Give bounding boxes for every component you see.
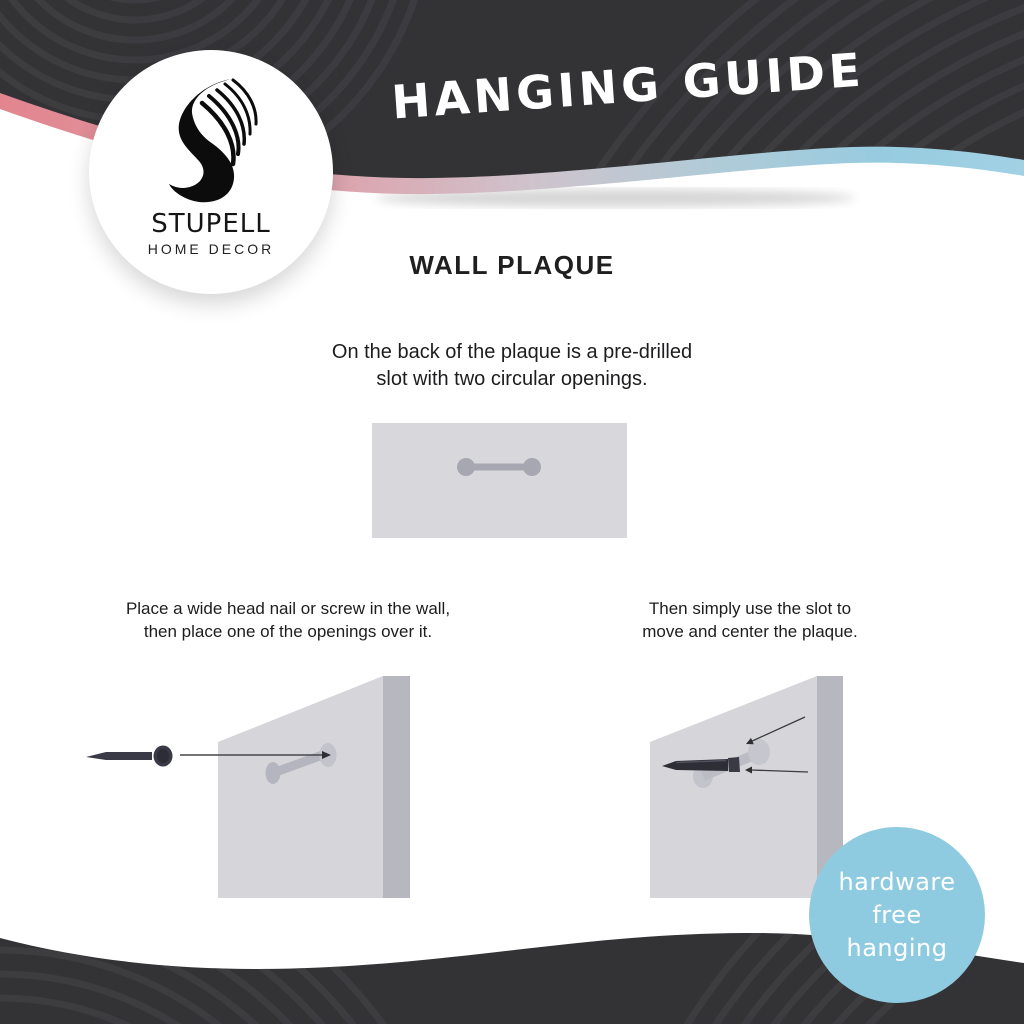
intro-line-2: slot with two circular openings. [376,368,648,390]
badge-line-3: hanging [846,933,948,962]
step-1-line-1: Place a wide head nail or screw in the wall, [125,599,451,618]
step-1-illustration [80,660,420,910]
wall-plaque-3d [650,676,843,898]
plaque-back [372,423,627,538]
plaque-back-diagram [372,423,627,538]
badge-line-1: hardware [838,867,956,896]
step-1-line-2: then place one of the openings over it. [143,622,433,641]
step-2-line-1: Then simply use the slot to [648,599,852,618]
stupell-swirl-s-logo-icon [155,76,267,206]
hardware-free-badge [809,827,985,1003]
intro-text [212,339,812,393]
nail-icon [86,746,173,767]
brand-name: STUPELL [151,209,271,239]
step-1-caption [40,597,536,643]
product-heading: WALL PLAQUE [409,250,615,280]
step-2-line-2: move and center the plaque. [642,622,858,641]
brand-tagline: HOME DECOR [147,241,275,257]
badge-line-2: free [872,900,922,929]
page-title: HANGING GUIDE [389,42,867,130]
step-2-caption [560,597,940,643]
wall-plaque-3d [218,676,410,898]
brand-logo-badge [89,50,333,294]
intro-line-1: On the back of the plaque is a pre-drilled [331,341,693,363]
